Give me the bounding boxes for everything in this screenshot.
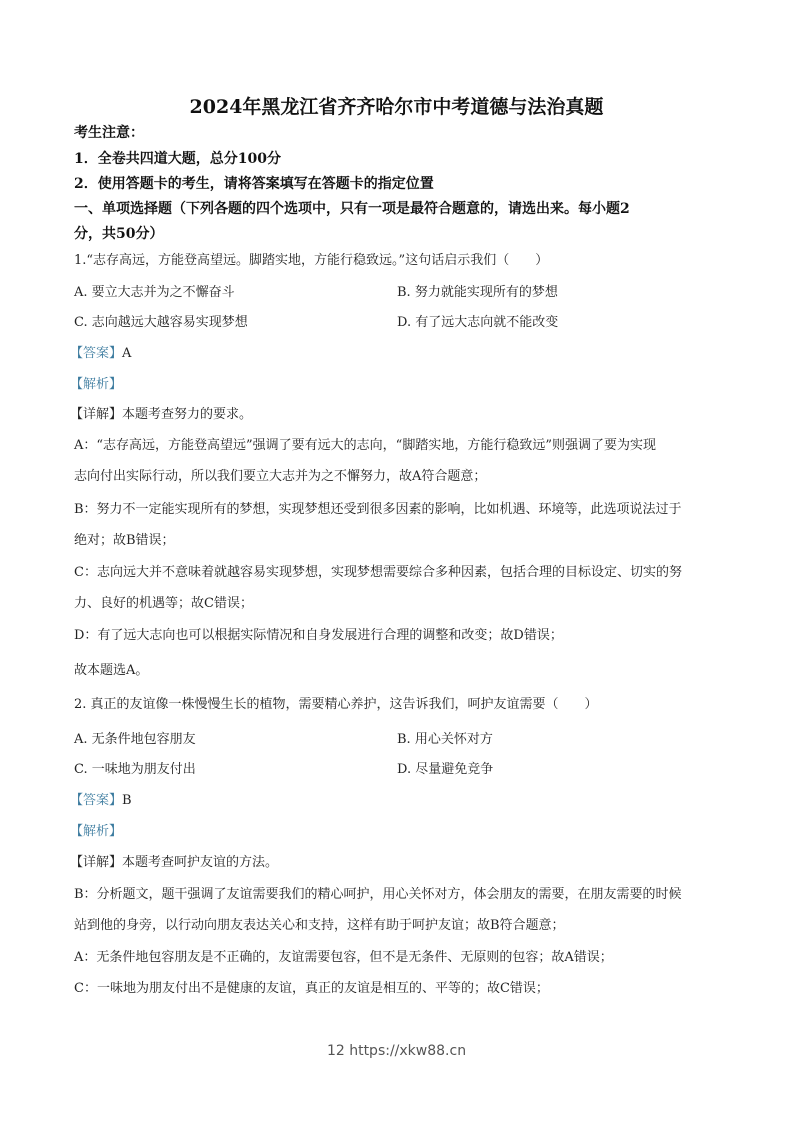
q1-option-a: A. 要立大志并为之不懈奋斗 bbox=[74, 285, 235, 300]
q1-stem: 1.“志存高远，方能登高望远。脚踏实地，方能行稳致远。”这句话启示我们（ ） bbox=[74, 253, 549, 268]
q1-detail-line: 力、良好的机遇等；故C错误； bbox=[74, 596, 253, 611]
note-2: 2．使用答题卡的考生，请将答案填写在答题卡的指定位置 bbox=[74, 176, 434, 192]
q1-analysis-tag: 【解析】 bbox=[70, 377, 123, 392]
q2-option-c: C. 一味地为朋友付出 bbox=[74, 762, 196, 777]
q1-conclusion: 故本题选A。 bbox=[74, 663, 149, 678]
q2-option-d: D. 尽量避免竞争 bbox=[397, 762, 494, 777]
q1-detail-line: A：“志存高远，方能登高望远”强调了要有远大的志向，“脚踏实地，方能行稳致远”则强调了要为实现 bbox=[74, 438, 656, 453]
q2-answer bbox=[70, 793, 132, 809]
q1-detail-line: B：努力不一定能实现所有的梦想，实现梦想还受到很多因素的影响，比如机遇、环境等，此选项说法过于 bbox=[74, 502, 682, 517]
q1-detail-line: 志向付出实际行动，所以我们要立大志并为之不懈努力，故A符合题意； bbox=[74, 469, 487, 484]
section-heading-cont: 分，共50分） bbox=[74, 226, 164, 242]
q1-option-c: C. 志向越远大越容易实现梦想 bbox=[74, 315, 248, 330]
section-heading: 一、单项选择题（下列各题的四个选项中，只有一项是最符合题意的，请选出来。每小题2 bbox=[74, 201, 630, 217]
q1-detail-line: C：志向远大并不意味着就越容易实现梦想，实现梦想需要综合多种因素，包括合理的目标设定、切实的努 bbox=[74, 565, 682, 580]
q2-detail-line: C：一味地为朋友付出不是健康的友谊，真正的友谊是相互的、平等的；故C错误； bbox=[74, 981, 549, 996]
q2-detail-line: B：分析题文，题干强调了友谊需要我们的精心呵护，用心关怀对方，体会朋友的需要，在朋友需要的时候 bbox=[74, 887, 682, 902]
q1-detail: 【详解】本题考查努力的要求。 bbox=[70, 407, 253, 422]
q1-option-b: B. 努力就能实现所有的梦想 bbox=[397, 285, 558, 300]
q2-detail: 【详解】本题考查呵护友谊的方法。 bbox=[70, 855, 279, 870]
q2-option-a: A. 无条件地包容朋友 bbox=[74, 732, 196, 747]
answer-value: B bbox=[122, 793, 132, 808]
q1-option-d: D. 有了远大志向就不能改变 bbox=[397, 315, 559, 330]
q1-detail-line: 绝对；故B错误； bbox=[74, 533, 175, 548]
page-footer: 12 https://xkw88.cn bbox=[326, 1043, 467, 1059]
page-title: 2024年黑龙江省齐齐哈尔市中考道德与法治真题 bbox=[189, 96, 604, 118]
notes-heading: 考生注意： bbox=[74, 125, 144, 141]
q2-stem: 2. 真正的友谊像一株慢慢生长的植物，需要精心养护，这告诉我们，呵护友谊需要（ ） bbox=[74, 697, 598, 712]
answer-tag: 【答案】 bbox=[70, 793, 123, 808]
answer-tag: 【答案】 bbox=[70, 346, 123, 361]
q2-analysis-tag: 【解析】 bbox=[70, 824, 123, 839]
q2-detail-line: 站到他的身旁，以行动向朋友表达关心和支持，这样有助于呵护友谊；故B符合题意； bbox=[74, 918, 565, 933]
q1-answer bbox=[70, 346, 131, 362]
answer-value: A bbox=[122, 346, 132, 361]
q1-detail-line: D：有了远大志向也可以根据实际情况和自身发展进行合理的调整和改变；故D错误； bbox=[74, 628, 563, 643]
q2-detail-line: A：无条件地包容朋友是不正确的，友谊需要包容，但不是无条件、无原则的包容；故A错误； bbox=[74, 950, 613, 965]
q2-option-b: B. 用心关怀对方 bbox=[397, 732, 493, 747]
note-1: 1．全卷共四道大题，总分100分 bbox=[74, 151, 281, 167]
